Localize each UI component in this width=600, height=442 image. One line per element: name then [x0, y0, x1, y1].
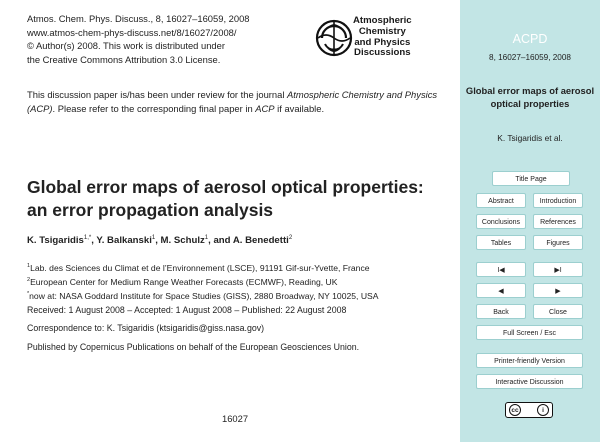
author-separator: , and	[208, 235, 233, 247]
affiliation-line	[27, 288, 379, 302]
affiliation-line	[27, 260, 379, 274]
author-affil-mark: 1	[151, 235, 156, 241]
affil-mark: 1	[27, 263, 31, 269]
notice-acp: ACP	[255, 102, 275, 114]
previous-page-icon[interactable]: ◀	[476, 283, 526, 298]
affil-text: Lab. des Sciences du Climat et de l’Environnement (LSCE), 91191 Gif-sur-Yvette, France	[30, 262, 370, 273]
cc-icon: cc	[509, 404, 521, 416]
author-name: Y. Balkanski	[96, 235, 152, 247]
author-list	[27, 235, 292, 246]
affil-text: now at: NASA Goddard Institute for Space Studies (GISS), 2880 Broadway, NY 10025, USA	[29, 290, 379, 301]
affil-text: European Center for Medium Range Weather Forecasts (ECMWF), Reading, UK	[30, 276, 338, 287]
notice-text-3: if available.	[274, 102, 325, 114]
sidebar-journal: ACPD	[512, 32, 548, 46]
logo-line-3: and Physics	[354, 36, 411, 48]
affil-mark: *	[27, 291, 30, 298]
printer-friendly-button[interactable]: Printer-friendly Version	[476, 353, 583, 368]
paper-url: www.atmos-chem-phys-discuss.net/8/16027/2008/	[27, 26, 237, 38]
logo-line-2: Chemistry	[358, 25, 406, 37]
sidebar-authors: K. Tsigaridis et al.	[497, 133, 563, 143]
dates-line: Received: 1 August 2008 – Accepted: 1 August 2008 – Published: 22 August 2008	[27, 305, 347, 315]
page-number: 16027	[222, 413, 249, 424]
interactive-discussion-button[interactable]: Interactive Discussion	[476, 374, 583, 389]
citation-header	[27, 12, 250, 66]
review-notice	[27, 88, 447, 115]
author-name: K. Tsigaridis	[27, 235, 84, 247]
sidebar-title: Global error maps of aerosol optical properties	[465, 85, 595, 109]
author-name: M. Schulz	[160, 235, 205, 247]
copyright-line: © Author(s) 2008. This work is distributed under	[27, 40, 225, 51]
correspondence-line: Correspondence to: K. Tsigaridis (ktsigaridis@giss.nasa.gov)	[27, 323, 265, 333]
affiliations	[27, 260, 379, 302]
conclusions-button[interactable]: Conclusions	[476, 214, 526, 229]
journal-reference: Atmos. Chem. Phys. Discuss., 8, 16027–16059, 2008	[27, 13, 250, 24]
notice-text-2: . Please refer to the corresponding final paper in	[52, 102, 256, 114]
abstract-button[interactable]: Abstract	[476, 193, 526, 208]
close-button[interactable]: Close	[533, 304, 583, 319]
back-button[interactable]: Back	[476, 304, 526, 319]
figures-button[interactable]: Figures	[533, 235, 583, 250]
title-page-button[interactable]: Title Page	[492, 171, 570, 186]
author-name: A. Benedetti	[232, 235, 289, 247]
logo-line-1: Atmospheric	[353, 15, 412, 26]
introduction-button[interactable]: Introduction	[533, 193, 583, 208]
logo-text	[353, 16, 412, 59]
affiliation-line	[27, 274, 379, 288]
logo-line-4: Discussions	[354, 47, 411, 59]
tables-button[interactable]: Tables	[476, 235, 526, 250]
full-screen-button[interactable]: Full Screen / Esc	[476, 325, 583, 340]
last-page-icon[interactable]: ▶I	[533, 262, 583, 277]
author-affil-mark: 1,*	[83, 235, 92, 241]
sidebar-volume: 8, 16027–16059, 2008	[489, 53, 571, 62]
license-line: the Creative Commons Attribution 3.0 License.	[27, 53, 221, 65]
notice-text-1: This discussion paper is/has been under review for the journal	[27, 89, 288, 100]
references-button[interactable]: References	[533, 214, 583, 229]
first-page-icon[interactable]: I◀	[476, 262, 526, 277]
notice-journal: Atmospheric Chemistry and Physics (ACP)	[27, 89, 438, 114]
paper-title: Global error maps of aerosol optical properties: an error propagation analysis	[27, 177, 424, 220]
author-affil-mark: 2	[288, 235, 293, 241]
next-page-icon[interactable]: ▶	[533, 283, 583, 298]
creative-commons-license-icon[interactable]	[505, 402, 553, 418]
author-separator: ,	[91, 235, 97, 247]
author-affil-mark: 1	[204, 235, 209, 241]
publisher-line: Published by Copernicus Publications on behalf of the European Geosciences Union.	[27, 342, 360, 352]
affil-mark: 2	[27, 277, 31, 284]
by-icon: i	[537, 404, 549, 416]
author-separator: ,	[155, 235, 161, 247]
